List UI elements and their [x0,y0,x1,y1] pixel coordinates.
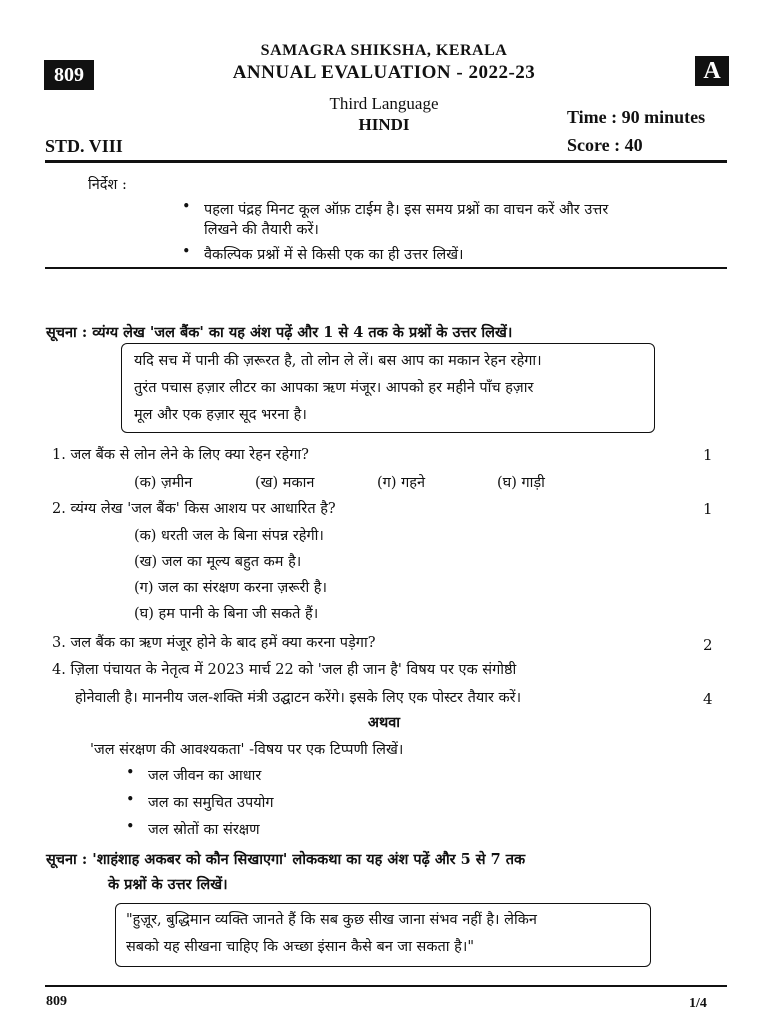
q2-option-ga: (ग) जल का संरक्षण करना ज़रूरी है। [134,580,328,596]
q2-option-ka: (क) धरती जल के बिना संपन्न रहेगी। [134,528,324,544]
passage-line: तुरंत पचास हज़ार लीटर का आपका ऋण मंजूर। आपको हर महीने पाँच हज़ार [134,380,534,396]
section1-notice: सूचना : व्यंग्य लेख 'जल बैंक' का यह अंश पढ़ें और 1 से 4 तक के प्रश्नों के उत्तर लिखें। [46,324,513,341]
q1-option-ga: (ग) गहने [377,475,425,491]
evaluation-title: ANNUAL EVALUATION - 2022-23 [232,62,536,83]
instructions-divider [45,267,727,269]
question-2: 2. व्यंग्य लेख 'जल बैंक' किस आशय पर आधारित है? [52,501,336,517]
q1-option-gha: (घ) गाड़ी [497,475,545,491]
organization: SAMAGRA SHIKSHA, KERALA [260,42,508,59]
passage-box-2 [115,903,651,967]
question-3: 3. जल बैंक का ऋण मंजूर होने के बाद हमें क्या करना पड़ेगा? [52,635,376,651]
question-2-marks: 1 [703,500,713,518]
passage-line: "हुज़ूर, बुद्धिमान व्यक्ति जानते हैं कि सब कुछ सीख जाना संभव नहीं है। लेकिन [126,912,537,928]
q1-option-kha: (ख) मकान [255,475,315,491]
point-item: • जल जीवन का आधार [148,765,261,785]
point-item: • जल का समुचित उपयोग [148,792,274,812]
question-1-marks: 1 [703,446,713,464]
page-number: 1/4 [689,996,707,1011]
question-4-marks: 4 [703,690,713,708]
or-label: अथवा [367,714,401,731]
set-label: A [695,56,729,86]
standard-label: STD. VIII [45,136,123,156]
passage-line: मूल और एक हज़ार सूद भरना है। [134,407,307,423]
paper-code: 809 [44,60,94,90]
question-4-line2: होनेवाली है। माननीय जल-शक्ति मंत्री उद्घाटन करेंगे। इसके लिए एक पोस्टर तैयार करें। [75,690,522,706]
language-label: Third Language [329,94,439,113]
footer-code: 809 [46,994,67,1009]
q2-option-gha: (घ) हम पानी के बिना जी सकते हैं। [134,606,319,622]
question-4-line1: 4. ज़िला पंचायत के नेतृत्व में 2023 मार्च 22 को 'जल ही जान है' विषय पर एक संगोष्ठी [52,662,517,678]
instructions-title: निर्देश : [88,177,127,193]
subject-label: HINDI [358,115,410,134]
q2-option-kha: (ख) जल का मूल्य बहुत कम है। [134,554,302,570]
instruction-item: • वैकल्पिक प्रश्नों में से किसी एक का ही उत्तर लिखें। [204,244,464,264]
passage-line: सबको यह सीखना चाहिए कि अच्छा इंसान कैसे बन जा सकता है।" [126,939,474,955]
header-divider [45,160,727,163]
question-1: 1. जल बैंक से लोन लेने के लिए क्या रेहन रहेगा? [52,447,309,463]
question-4-alternative: 'जल संरक्षण की आवश्यकता' -विषय पर एक टिप्पणी लिखें। [90,742,404,758]
section2-notice-line1: सूचना : 'शाहंशाह अकबर को कौन सिखाएगा' लोककथा का यह अंश पढ़ें और 5 से 7 तक [46,851,526,868]
instruction-item: • पहला पंद्रह मिनट कूल ऑफ़ टाईम है। इस समय प्रश्नों का वाचन करें और उत्तर [204,199,608,219]
score-label: Score : 40 [567,135,643,155]
point-item: • जल स्रोतों का संरक्षण [148,819,260,839]
time-label: Time : 90 minutes [567,107,706,127]
question-3-marks: 2 [703,636,713,654]
footer-divider [45,985,727,987]
q1-option-ka: (क) ज़मीन [134,475,193,491]
passage-box-1 [121,343,655,433]
instruction-item-cont: लिखने की तैयारी करें। [204,222,319,238]
section2-notice-line2: के प्रश्नों के उत्तर लिखें। [108,876,228,893]
passage-line: यदि सच में पानी की ज़रूरत है, तो लोन ले लें। बस आप का मकान रेहन रहेगा। [134,353,542,369]
